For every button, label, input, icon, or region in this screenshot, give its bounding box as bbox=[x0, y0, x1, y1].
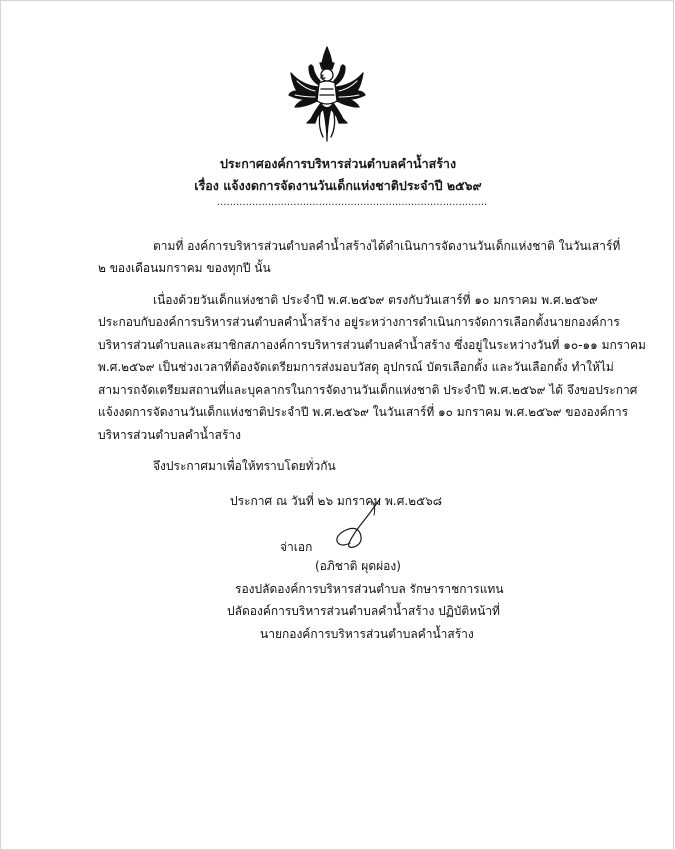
para2-line3: บริหารส่วนตำบลและสมาชิกสภาองค์การบริหารส่วนตำบลคำน้ำสร้าง ซึ่งอยู่ในระหว่างวันที่ ๑๐-๑๑ มกราคม bbox=[98, 338, 646, 352]
announcement-title: ประกาศองค์การบริหารส่วนตำบลคำน้ำสร้าง bbox=[219, 156, 457, 171]
para2-line6: แจ้งงดการจัดงานวันเด็กแห่งชาติประจำปี พ.ศ.๒๕๖๙ ในวันเสาร์ที่ ๑๐ มกราคม พ.ศ.๒๕๖๙ ขององค์การ bbox=[98, 405, 629, 419]
announcement-subject: เรื่อง แจ้งงดการจัดงานวันเด็กแห่งชาติประจำปี ๒๕๖๙ bbox=[194, 178, 482, 193]
cc-label: จ่าเอก bbox=[280, 540, 313, 554]
para3-line: จึงประกาศมาเพื่อให้ทราบโดยทั่วกัน bbox=[153, 459, 336, 473]
garuda-emblem bbox=[287, 45, 367, 143]
title-separator: ..................................................................................... bbox=[217, 197, 488, 208]
signer-position-2: ปลัดองค์การบริหารส่วนตำบลคำน้ำสร้าง ปฏิบัติหน้าที่ bbox=[227, 604, 500, 618]
para2-line7: บริหารส่วนตำบลคำน้ำสร้าง bbox=[98, 428, 241, 442]
para1-line1: ตามที่ องค์การบริหารส่วนตำบลคำน้ำสร้างได้ดำเนินการจัดงานวันเด็กแห่งชาติ ในวันเสาร์ที่ bbox=[153, 239, 621, 253]
date-line: ประกาศ ณ วันที่ ๒๖ มกราคม พ.ศ.๒๕๖๘ bbox=[230, 494, 443, 508]
para2-line5: สามารถจัดเตรียมสถานที่และบุคลากรในการจัดงานวันเด็กแห่งชาติ ประจำปี พ.ศ.๒๕๖๙ ได้ จึงขอประกาศ bbox=[98, 383, 638, 397]
para2-line2: ประกอบกับองค์การบริหารส่วนตำบลคำน้ำสร้าง อยู่ระหว่างการดำเนินการจัดการเลือกตั้งนายกองค์การ bbox=[98, 315, 620, 329]
signer-name: (อภิชาติ ผุดผ่อง) bbox=[315, 559, 401, 573]
signer-position-3: นายกองค์การบริหารส่วนตำบลคำน้ำสร้าง bbox=[260, 627, 474, 641]
signature-scribble bbox=[320, 497, 390, 557]
para1-line2: ๒ ของเดือนมกราคม ของทุกปี นั้น bbox=[98, 261, 271, 275]
para2-line4: พ.ศ.๒๕๖๙ เป็นช่วงเวลาที่ต้องจัดเตรียมการส่งมอบวัสดุ อุปกรณ์ บัตรเลือกตั้ง และวันเลือกตั้ง ทำให้ไม่ bbox=[98, 360, 614, 374]
signer-position-1: รองปลัดองค์การบริหารส่วนตำบล รักษาราชการแทน bbox=[235, 582, 504, 596]
para2-line1: เนื่องด้วยวันเด็กแห่งชาติ ประจำปี พ.ศ.๒๕๖๙ ตรงกับวันเสาร์ที่ ๑๐ มกราคม พ.ศ.๒๕๖๙ bbox=[153, 293, 598, 307]
